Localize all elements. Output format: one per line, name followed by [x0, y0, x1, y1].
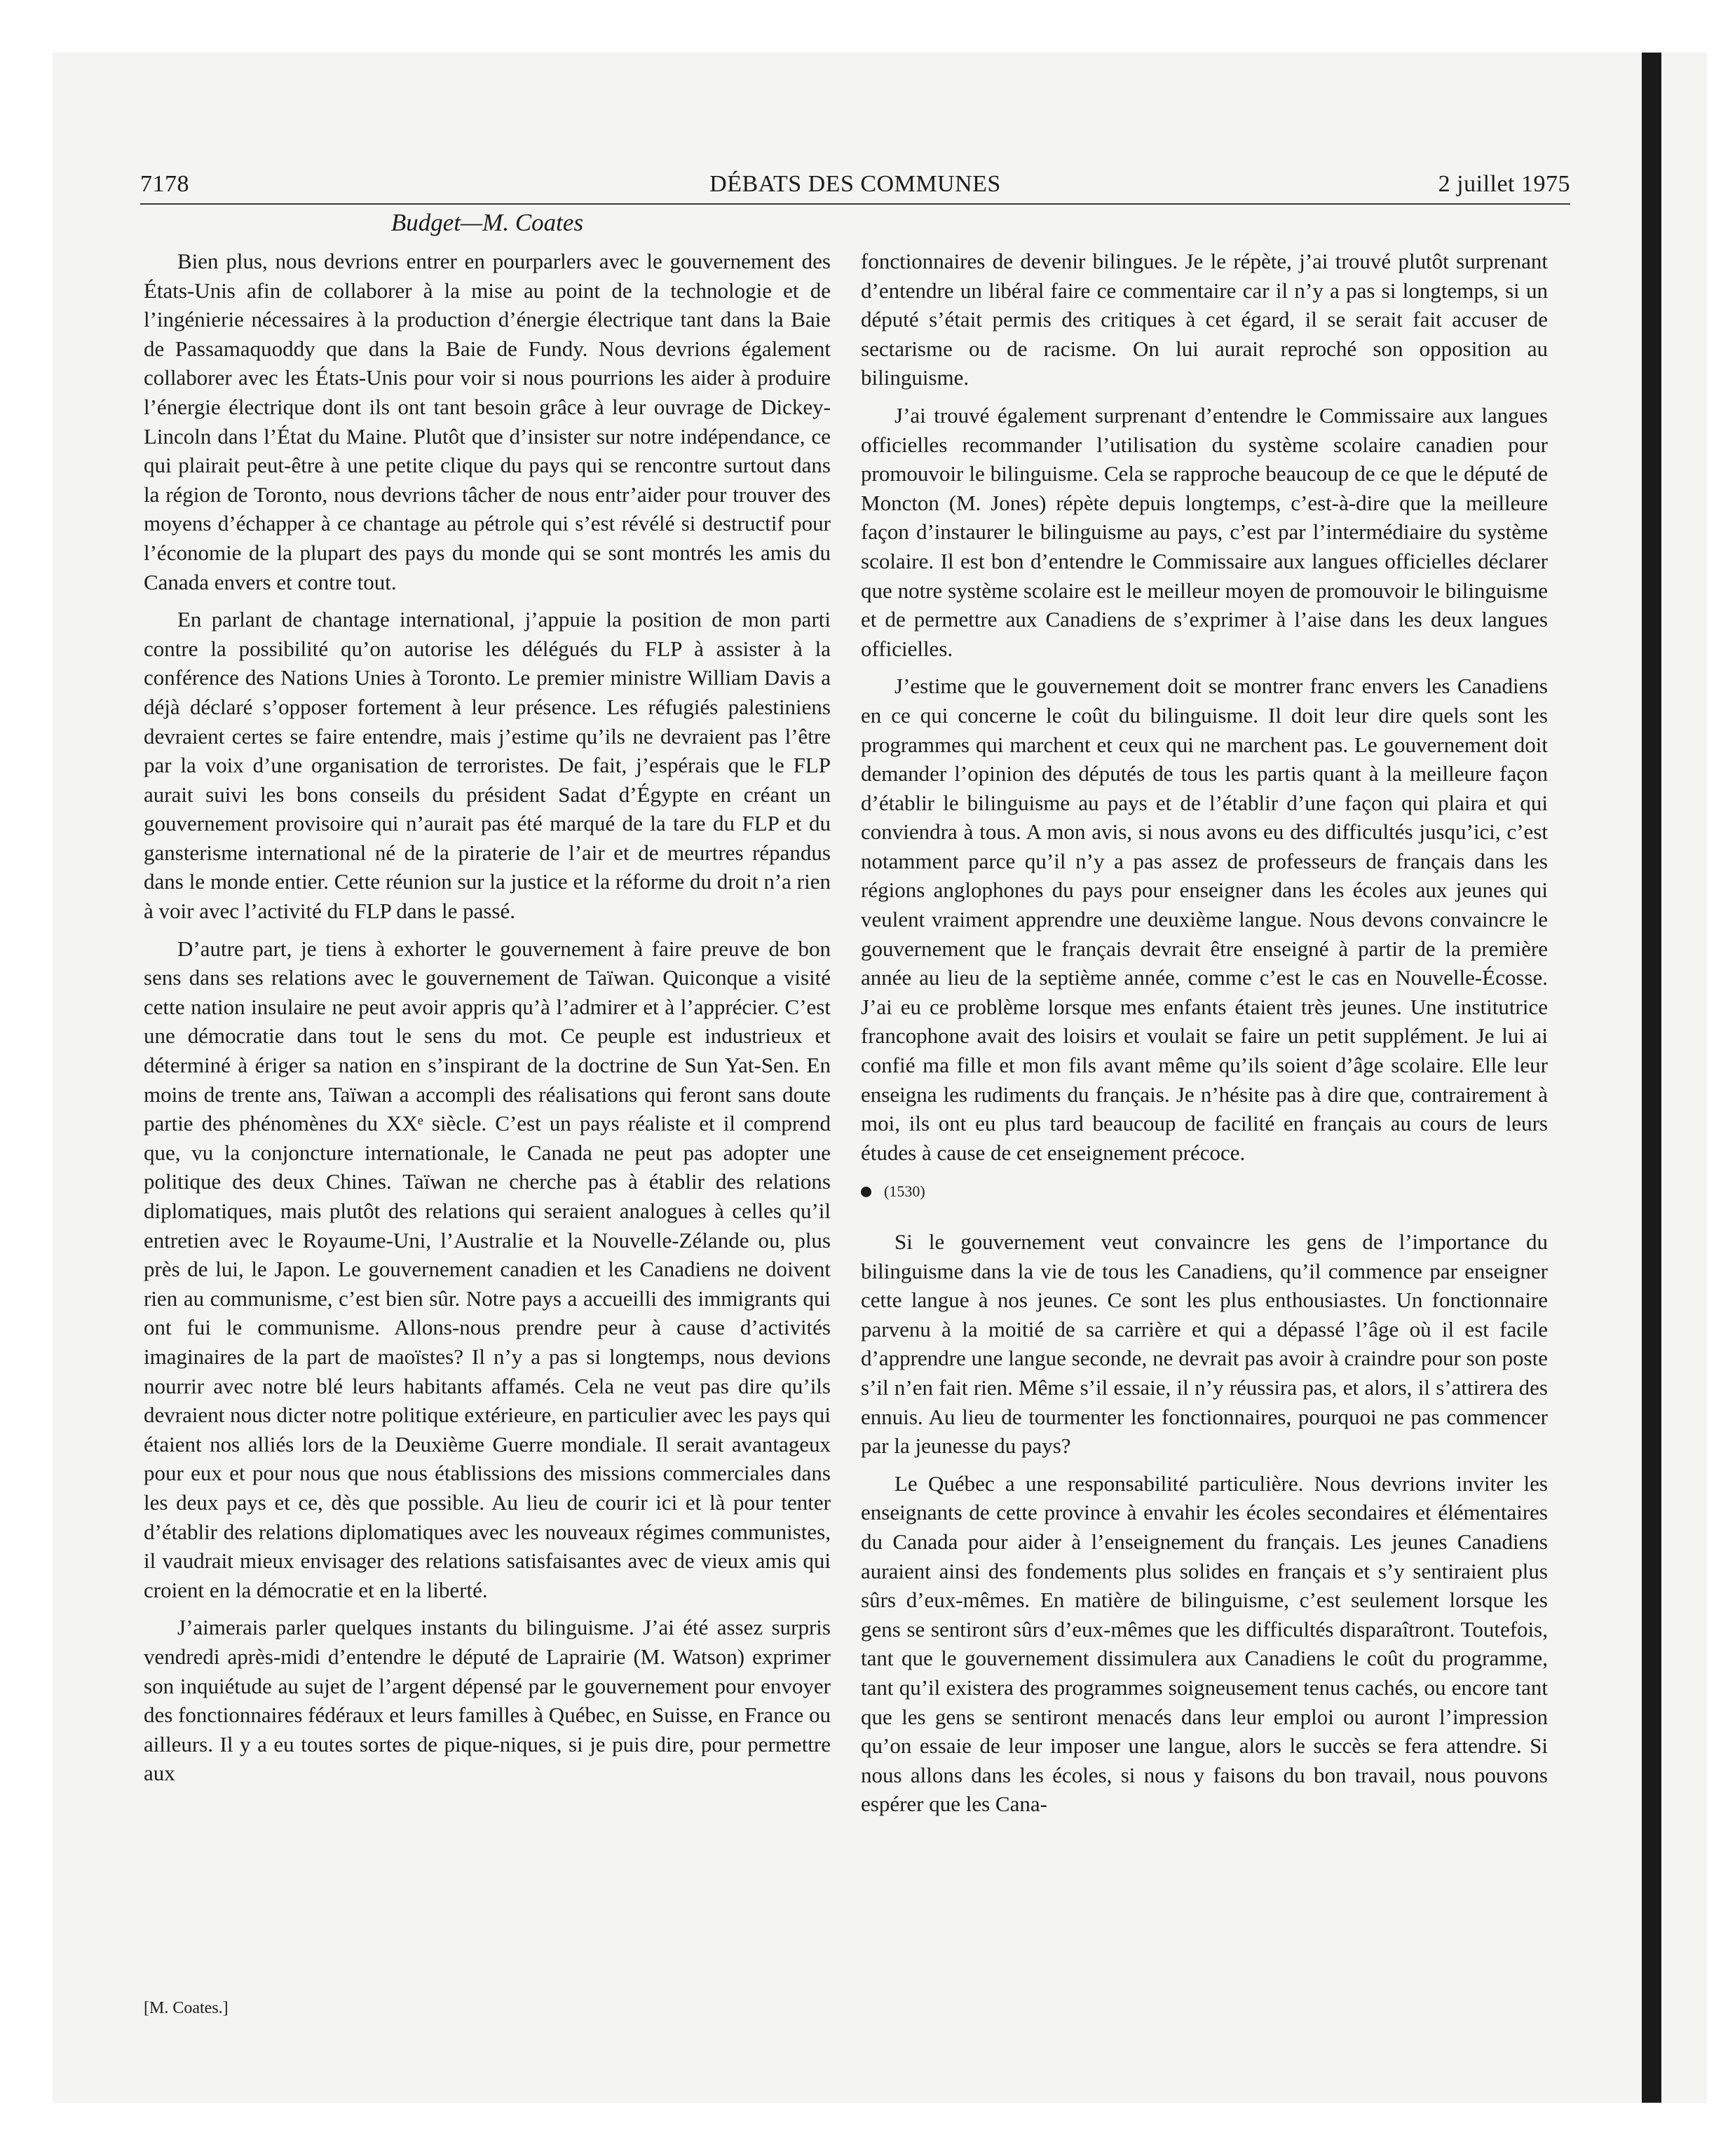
speaker-attribution: [M. Coates.]	[144, 1999, 229, 2017]
publication-date: 2 juillet 1975	[1438, 171, 1570, 197]
left-column	[144, 247, 831, 1796]
paragraph: J’estime que le gouvernement doit se montrer franc envers les Canadiens en ce qui concerne le coût du bilinguisme. Il doit leur dire quels sont les programmes qui marchent et ceux qui ne marchent pas. Le gouvernement doit demander l’opinion des députés de tous les partis quant à la meilleure façon d’établir le bilinguisme au pays et de l’établir d’une façon qui plaira et qui conviendra à tous. A mon avis, si nous avons eu des difficultés jusqu’ici, c’est notamment parce qu’il n’y a pas assez de professeurs de français dans les régions anglophones du pays pour enseigner dans les écoles aux jeunes qui veulent vraiment apprendre une deuxième langue. Nous devons convaincre le gouvernement que le français devrait être enseigné à partir de la première année au lieu de la septième année, comme c’est le cas en Nouvelle-Écosse. J’ai eu ce problème lorsque mes enfants étaient très jeunes. Une institutrice francophone avait des loisirs et voulait se faire un petit supplément. Je lui ai confié ma fille et mon fils avant même qu’ils soient d’âge scolaire. Elle leur enseigna les rudiments du français. Je n’hésite pas à dire que, contrairement à moi, ils ont eu plus tard beaucoup de facilité en français au cours de leurs études à cause de cet enseignement précoce.	[861, 674, 1548, 1165]
time-marker-text: (1530)	[884, 1182, 925, 1201]
publication-title: DÉBATS DES COMMUNES	[709, 171, 1001, 197]
bullet-icon	[861, 1187, 871, 1197]
paragraph: J’aimerais parler quelques instants du bilinguisme. J’ai été assez surpris vendredi après-midi d’entendre le député de Laprairie (M. Watson) exprimer son inquiétude au sujet de l’argent dépensé par le gouvernement pour envoyer des fonctionnaires fédéraux et leurs familles à Québec, en Suisse, en France ou ailleurs. Il y a eu toutes sortes de pique-niques, si je puis dire, pour permettre aux	[144, 1615, 831, 1786]
paragraph-continued: fonctionnaires de devenir bilingues. Je le répète, j’ai trouvé plutôt surprenant d’entendre un libéral faire ce commentaire car il n’y a pas si longtemps, si un député s’était permis des critiques à cet égard, il se serait fait accuser de sectarisme ou de racisme. On lui aurait reproché son opposition au bilinguisme.	[861, 249, 1548, 390]
paragraph: En parlant de chantage international, j’appuie la position de mon parti contre la possibilité qu’on autorise les délégués du FLP à assister à la conférence des Nations Unies à Toronto. Le premier ministre William Davis a déjà déclaré s’opposer fortement à leur présence. Les réfugiés palestiniens devraient certes se faire entendre, mais j’estime qu’ils ne devraient pas l’être par la voix d’une organisation de terroristes. De fait, j’espérais que le FLP aurait suivi les bons conseils du président Sadat d’Égypte en créant un gouvernement provisoire qui n’aurait pas été marqué de la tare du FLP et du gansterisme international né de la piraterie de l’air et de meurtres répandus dans le monde entier. Cette réunion sur la justice et la réforme du droit n’a rien à voir avec l’activité du FLP dans le passé.	[144, 607, 831, 924]
page-header	[140, 160, 1570, 205]
scan-edge	[1642, 53, 1661, 2103]
paragraph: Bien plus, nous devrions entrer en pourparlers avec le gouvernement des États-Unis afin de collaborer à la mise au point de la technologie et de l’ingénierie nécessaires à la production d’énergie électrique tant dans la Baie de Passamaquoddy que dans la Baie de Fundy. Nous devrions également collaborer avec les États-Unis pour voir si nous pourrions les aider à produire l’énergie électrique dont ils ont tant besoin grâce à leur ouvrage de Dickey-Lincoln dans l’État du Maine. Plutôt que d’insister sur notre indépendance, ce qui plairait peut-être à une petite clique du pays qui se rencontre surtout dans la région de Toronto, nous devrions tâcher de nous entr’aider pour trouver des moyens d’échapper à ce chantage au pétrole qui s’est révélé si destructif pour l’économie de la plupart des pays du monde qui se sont montrés les amis du Canada envers et contre tout.	[144, 249, 831, 594]
page-number: 7178	[140, 171, 189, 197]
running-head: Budget—M. Coates	[390, 209, 584, 236]
paragraph: Le Québec a une responsabilité particulière. Nous devrions inviter les enseignants de cette province à envahir les écoles secondaires et élémentaires du Canada pour aider à l’enseignement du français. Les jeunes Canadiens auraient ainsi des fondements plus solides en français et s’y sentiraient plus sûrs d’eux-mêmes. En matière de bilinguisme, c’est seulement lorsque les gens se sentiront sûrs d’eux-mêmes que les difficultés disparaîtront. Toutefois, tant que le gouvernement dissimulera aux Canadiens le coût du programme, tant qu’il existera des programmes soigneusement tenus cachés, ou encore tant que les gens se sentiront menacés dans leur emploi ou auront l’impression qu’on essaie de leur imposer une langue, alors le succès se fera attendre. Si nous allons dans les écoles, si nous y faisons du bon travail, nous pouvons espérer que les Cana-	[861, 1471, 1548, 1817]
paragraph: Si le gouvernement veut convaincre les gens de l’importance du bilinguisme dans la vie de tous les Canadiens, qu’il commence par enseigner cette langue à nos jeunes. Ce sont les plus enthousiastes. Un fonctionnaire parvenu à la moitié de sa carrière et qui a dépassé l’âge où il est facile d’apprendre une langue seconde, ne devrait pas avoir à craindre pour son poste s’il n’en fait rien. Même s’il essaie, il n’y réussira pas, et alors, il s’attirera des ennuis. Au lieu de tourmenter les fonctionnaires, pourquoi ne pas commencer par la jeunesse du pays?	[861, 1229, 1548, 1459]
paragraph: J’ai trouvé également surprenant d’entendre le Commissaire aux langues officielles recommander l’utilisation du système scolaire canadien pour promouvoir le bilinguisme. Cela se rapproche beaucoup de ce que le député de Moncton (M. Jones) répète depuis longtemps, c’est-à-dire que la meilleure façon d’instaurer le bilinguisme au pays, c’est par l’intermédiaire du système scolaire. Il est bon d’entendre le Commissaire aux langues officielles déclarer que notre système scolaire est le meilleur moyen de promouvoir le bilinguisme et de permettre aux Canadiens de s’exprimer à l’aise dans les deux langues officielles.	[861, 402, 1548, 661]
paragraph: D’autre part, je tiens à exhorter le gouvernement à faire preuve de bon sens dans ses relations avec le gouvernement de Taïwan. Quiconque a visité cette nation insulaire ne peut avoir appris qu’à l’admirer et à l’apprécier. C’est une démocratie dans tout le sens du mot. Ce peuple est industrieux et déterminé à ériger sa nation en s’inspirant de la doctrine de Sun Yat-Sen. En moins de trente ans, Taïwan a accompli des réalisations qui feront sans doute partie des phénomènes du XXᵉ siècle. C’est un pays réaliste et il comprend que, vu la conjoncture internationale, le Canada ne peut pas adopter une politique des deux Chines. Taïwan ne cherche pas à établir des relations diplomatiques, mais plutôt des relations qui seraient analogues à celles qu’il entretien avec le Royaume-Uni, l’Australie et la Nouvelle-Zélande ou, plus près de lui, le Japon. Le gouvernement canadien et les Canadiens ne doivent rien au communisme, c’est bien sûr. Notre pays a accueilli des immigrants qui ont fui le communisme. Allons-nous prendre peur à cause d’activités imaginaires de la part de maoïstes? Il n’y a pas si longtemps, nous devions nourrir avec notre blé leurs habitants affamés. Cela ne veut pas dire qu’ils devraient nous dicter notre politique extérieure, en particulier avec les pays qui étaient nos alliés lors de la Deuxième Guerre mondiale. Il serait avantageux pour eux et pour nous que nous établissions des missions commerciales dans les deux pays et ce, dès que possible. Au lieu de courir ici et là pour tenter d’établir des relations diplomatiques avec les nouveaux régimes communistes, il vaudrait mieux envisager des relations satisfaisantes avec de vieux amis qui croient en la démocratie et en la liberté.	[144, 936, 831, 1602]
time-marker	[861, 1177, 1548, 1206]
right-column	[861, 247, 1548, 1827]
